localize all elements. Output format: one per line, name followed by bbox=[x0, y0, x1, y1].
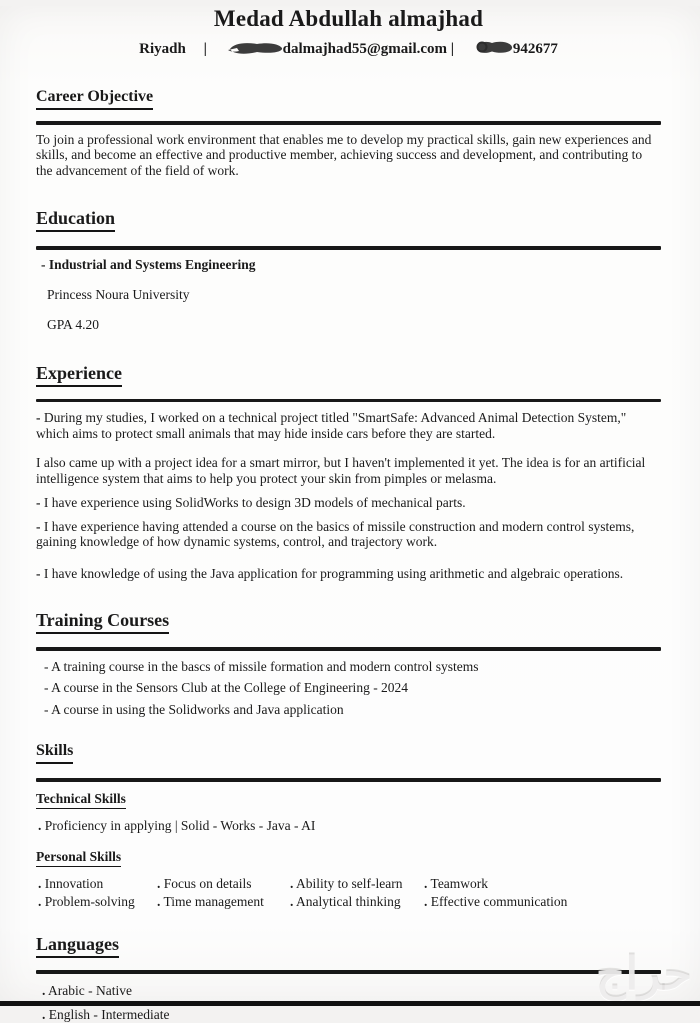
section-heading-career-objective: Career Objective bbox=[36, 87, 153, 110]
personal-skill-item bbox=[290, 875, 424, 893]
language-item bbox=[36, 1007, 661, 1023]
career-objective-text: To join a professional work environment that enables me to develop my practical skills, gain new experiences and skills, and become an effective and productive member, achieving success and development, and contributing to the advancement of the field of work. bbox=[36, 131, 652, 178]
education-gpa: GPA 4.20 bbox=[47, 316, 100, 332]
bullet-dot: . bbox=[42, 1007, 46, 1022]
personal-skill-text: Teamwork bbox=[430, 876, 489, 891]
item-dash: - bbox=[36, 565, 44, 581]
personal-skill-text: Innovation bbox=[44, 876, 104, 891]
contact-email: dalmajhad55@gmail.com bbox=[282, 41, 448, 57]
contact-city: Riyadh bbox=[139, 41, 186, 57]
section-rule bbox=[36, 778, 661, 782]
section-rule bbox=[36, 970, 661, 974]
section-heading-skills: Skills bbox=[36, 741, 73, 764]
training-item: - A course in using the Solidworks and Java application bbox=[44, 701, 344, 717]
bullet-dot: . bbox=[38, 817, 42, 833]
personal-skill-text: Ability to self-learn bbox=[296, 876, 403, 891]
bullet-dot: . bbox=[38, 894, 42, 909]
training-item: - A training course in the bascs of missile formation and modern control systems bbox=[44, 658, 479, 674]
personal-skill-text: Analytical thinking bbox=[296, 894, 401, 909]
personal-skill-text: Problem-solving bbox=[44, 894, 135, 909]
bullet-dot: . bbox=[157, 876, 161, 891]
education-degree: - Industrial and Systems Engineering bbox=[41, 256, 256, 272]
experience-item-text: I have knowledge of using the Java application for programming using arithmetic and algebraic operations. bbox=[43, 565, 624, 581]
experience-item bbox=[36, 495, 661, 511]
experience-item-text: I have experience using SolidWorks to design 3D models of mechanical parts. bbox=[43, 495, 466, 510]
language-text: English - Intermediate bbox=[48, 1007, 170, 1022]
haraj-watermark: حراج bbox=[595, 948, 692, 999]
section-heading-experience: Experience bbox=[36, 362, 122, 387]
experience-item bbox=[36, 566, 661, 582]
bullet-dot: . bbox=[290, 894, 294, 909]
contact-line bbox=[36, 39, 661, 61]
subheading-personal-skills: Personal Skills bbox=[36, 849, 121, 867]
bullet-dot: . bbox=[424, 894, 428, 909]
personal-skill-text: Time management bbox=[163, 894, 264, 909]
language-text: Arabic - Native bbox=[48, 982, 132, 998]
item-dash: - bbox=[36, 495, 44, 510]
experience-item-text: I have experience having attended a course on the basics of missile construction and modern control systems, gaining knowledge of how dynamic systems, control, and trajectory work. bbox=[36, 518, 635, 549]
personal-skill-item bbox=[157, 875, 290, 893]
language-item bbox=[36, 983, 661, 999]
bullet-dot: . bbox=[38, 876, 42, 891]
experience-item bbox=[36, 410, 661, 441]
phone-redaction-scribble bbox=[474, 44, 515, 60]
experience-item-text: During my studies, I worked on a technical project titled "SmartSafe: Advanced Animal Detection System," which aims to protect small animals that may hide inside cars before they are started. bbox=[36, 410, 627, 441]
section-rule bbox=[36, 399, 661, 403]
item-dash: - bbox=[36, 518, 44, 534]
personal-skill-item bbox=[424, 893, 661, 911]
section-rule bbox=[36, 246, 661, 250]
section-heading-languages: Languages bbox=[36, 933, 119, 958]
personal-skill-item bbox=[290, 893, 424, 911]
section-heading-training-courses: Training Courses bbox=[36, 609, 169, 634]
resume-page bbox=[0, 6, 700, 1022]
personal-skill-text: Focus on details bbox=[163, 876, 252, 891]
training-item: - A course in the Sensors Club at the College of Engineering - 2024 bbox=[44, 680, 409, 695]
personal-skill-text: Effective communication bbox=[430, 894, 568, 909]
section-rule bbox=[36, 647, 661, 651]
experience-item-text: I also came up with a project idea for a smart mirror, but I haven't implemented it yet. The idea is for an artificial intelligence system that aims to help you protect your skin from pimples or melasma. bbox=[36, 455, 646, 486]
technical-skill-text: Proficiency in applying | Solid - Works - Java - AI bbox=[44, 817, 316, 833]
section-rule bbox=[36, 121, 661, 125]
personal-skill-item bbox=[38, 893, 157, 911]
contact-separator-2: | bbox=[450, 41, 455, 57]
personal-skill-item bbox=[424, 875, 661, 893]
bottom-edge-bar bbox=[0, 1001, 700, 1006]
contact-phone: 942677 bbox=[512, 41, 558, 57]
email-redaction-scribble bbox=[227, 44, 285, 60]
item-dash: - bbox=[36, 410, 44, 425]
experience-item bbox=[36, 519, 661, 550]
bullet-dot: . bbox=[424, 876, 428, 891]
education-university: Princess Noura University bbox=[47, 286, 190, 302]
bullet-dot: . bbox=[290, 876, 294, 891]
contact-separator-1: | bbox=[203, 41, 207, 57]
technical-skill-item bbox=[36, 818, 661, 834]
experience-item bbox=[36, 455, 661, 486]
section-heading-education: Education bbox=[36, 207, 115, 232]
bullet-dot: . bbox=[157, 894, 161, 909]
subheading-technical-skills: Technical Skills bbox=[36, 791, 126, 809]
personal-skill-item bbox=[157, 893, 290, 911]
person-name: Medad Abdullah almajhad bbox=[213, 6, 484, 31]
personal-skills-grid bbox=[36, 875, 661, 911]
personal-skill-item bbox=[38, 875, 157, 893]
bullet-dot: . bbox=[42, 982, 46, 998]
